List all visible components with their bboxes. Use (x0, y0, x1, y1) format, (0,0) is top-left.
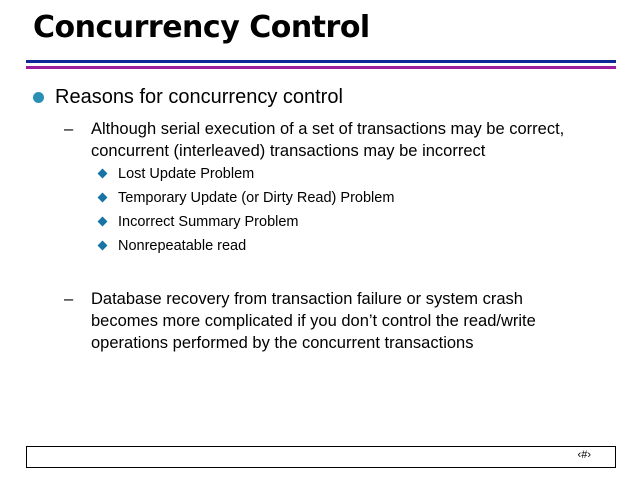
text-line: Although serial execution of a set of transactions may be correct, (91, 120, 565, 138)
footer-box (26, 446, 616, 468)
text-line: becomes more complicated if you don’t control the read/write (91, 312, 536, 330)
bullet-reasons-text: Reasons for concurrency control (55, 86, 343, 108)
diamond-bullet-icon (98, 241, 108, 251)
text-line: concurrent (interleaved) transactions may be incorrect (91, 142, 486, 160)
diamond-bullet-icon (98, 217, 108, 227)
text-line: Database recovery from transaction failure or system crash (91, 290, 523, 308)
page-number: ‹#› (577, 449, 591, 461)
problem-item-text: Temporary Update (or Dirty Read) Problem (118, 190, 395, 206)
dash-bullet-icon: – (64, 290, 74, 308)
problem-item-text: Nonrepeatable read (118, 238, 247, 254)
dash-bullet-icon: – (64, 120, 74, 138)
circle-bullet-icon (33, 92, 44, 103)
sub-bullet-text (91, 118, 616, 162)
problem-item-text: Lost Update Problem (118, 166, 255, 182)
title-rule-magenta (26, 66, 616, 69)
title-rule-blue (26, 60, 616, 63)
diamond-bullet-icon (98, 193, 108, 203)
sub-bullet-text (91, 288, 616, 354)
problem-item-text: Incorrect Summary Problem (118, 214, 299, 230)
diamond-bullet-icon (98, 169, 108, 179)
text-line: operations performed by the concurrent transactions (91, 334, 474, 352)
slide-title: Concurrency Control (33, 10, 370, 45)
